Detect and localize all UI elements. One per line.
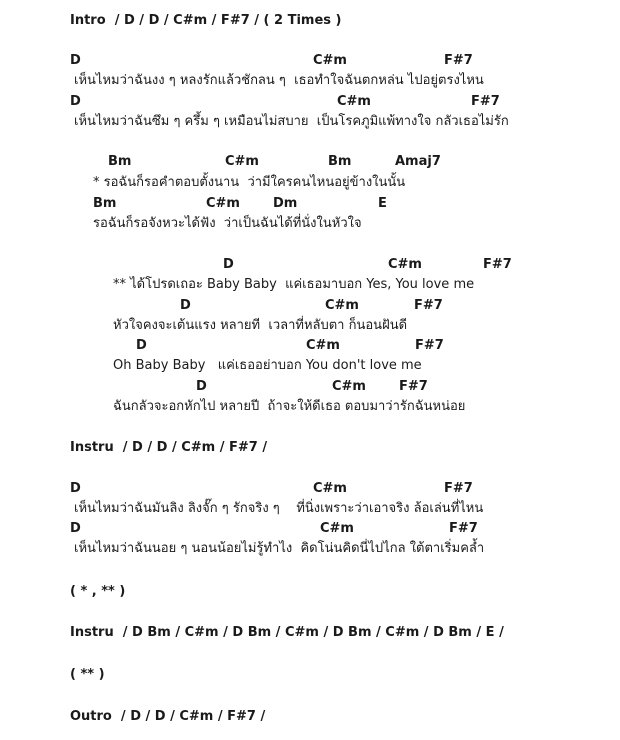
lyric-line: * รอฉันก็รอคำตอบตั้งนาน ว่ามีใครคนไหนอยู่ข้างในนั้น [93,175,406,190]
chord: F#7 [414,298,443,313]
repeat-marker: ( * , ** ) [70,584,126,599]
chord: C#m [332,379,366,394]
lyric-line: รอฉันก็รอจังหวะได้ฟัง ว่าเป็นฉันได้ที่นั่งในหัวใจ [93,216,362,231]
chord: D [180,298,191,313]
chord: C#m [325,298,359,313]
chord: D [136,338,147,353]
chord: C#m [313,481,347,496]
chord: F#7 [471,94,500,109]
chord: C#m [225,154,259,169]
outro-line: Outro / D / D / C#m / F#7 / [70,709,266,724]
lyric-line: ฉันกลัวจะอกหักไป หลายปี ถ้าจะให้ดีเธอ ตอบมาว่ารักฉันหน่อย [113,399,466,414]
chord: F#7 [483,257,512,272]
lyric-line: เห็นไหมว่าฉันนอย ๆ นอนน้อยไม่รู้ทำไง คิดโน่นคิดนี่ไปไกล ใต้ตาเริ่มคล้ำ [74,541,485,556]
chord: D [70,53,81,68]
chord: F#7 [399,379,428,394]
instru-line: Instru / D / D / C#m / F#7 / [70,440,268,455]
intro-line: Intro / D / D / C#m / F#7 / ( 2 Times ) [70,13,342,28]
chord: F#7 [449,521,478,536]
lyric-line: เห็นไหมว่าฉันซึม ๆ ครึ้ม ๆ เหมือนไม่สบาย เป็นโรคภูมิแพ้ทางใจ กลัวเธอไม่รัก [74,114,509,129]
lyric-line: หัวใจคงจะเต้นแรง หลายที เวลาที่หลับตา ก็นอนฝันดี [113,318,408,333]
lyric-line: ** ได้โปรดเถอะ Baby Baby แค่เธอมาบอก Yes, You love me [113,277,475,292]
instru-line: Instru / D Bm / C#m / D Bm / C#m / D Bm / C#m / D Bm / E / [70,625,504,640]
chord: F#7 [444,53,473,68]
chord: D [70,521,81,536]
chord: Bm [108,154,132,169]
chord: Amaj7 [395,154,441,169]
chord: E [378,196,387,211]
chord: Bm [93,196,117,211]
lyric-line: Oh Baby Baby แค่เธออย่าบอก You don't love me [113,358,422,373]
chord: Bm [328,154,352,169]
chord: D [70,94,81,109]
chord: C#m [320,521,354,536]
chord: D [70,481,81,496]
chord: D [196,379,207,394]
chord: F#7 [444,481,473,496]
chord: C#m [206,196,240,211]
chord: C#m [313,53,347,68]
lyric-line: เห็นไหมว่าฉันงง ๆ หลงรักแล้วชักลน ๆ เธอทำใจฉันตกหล่น ไปอยู่ตรงไหน [74,73,484,88]
repeat-marker: ( ** ) [70,667,105,682]
chord: F#7 [415,338,444,353]
chord: Dm [273,196,298,211]
chord: C#m [388,257,422,272]
lyric-line: เห็นไหมว่าฉันมันลิง ลิงจั๊ก ๆ รักจริง ๆ ที่นิ่งเพราะว่าเอาจริง ล้อเล่นที่ไหน [74,501,484,516]
chord: C#m [337,94,371,109]
chord: D [223,257,234,272]
chord: C#m [306,338,340,353]
